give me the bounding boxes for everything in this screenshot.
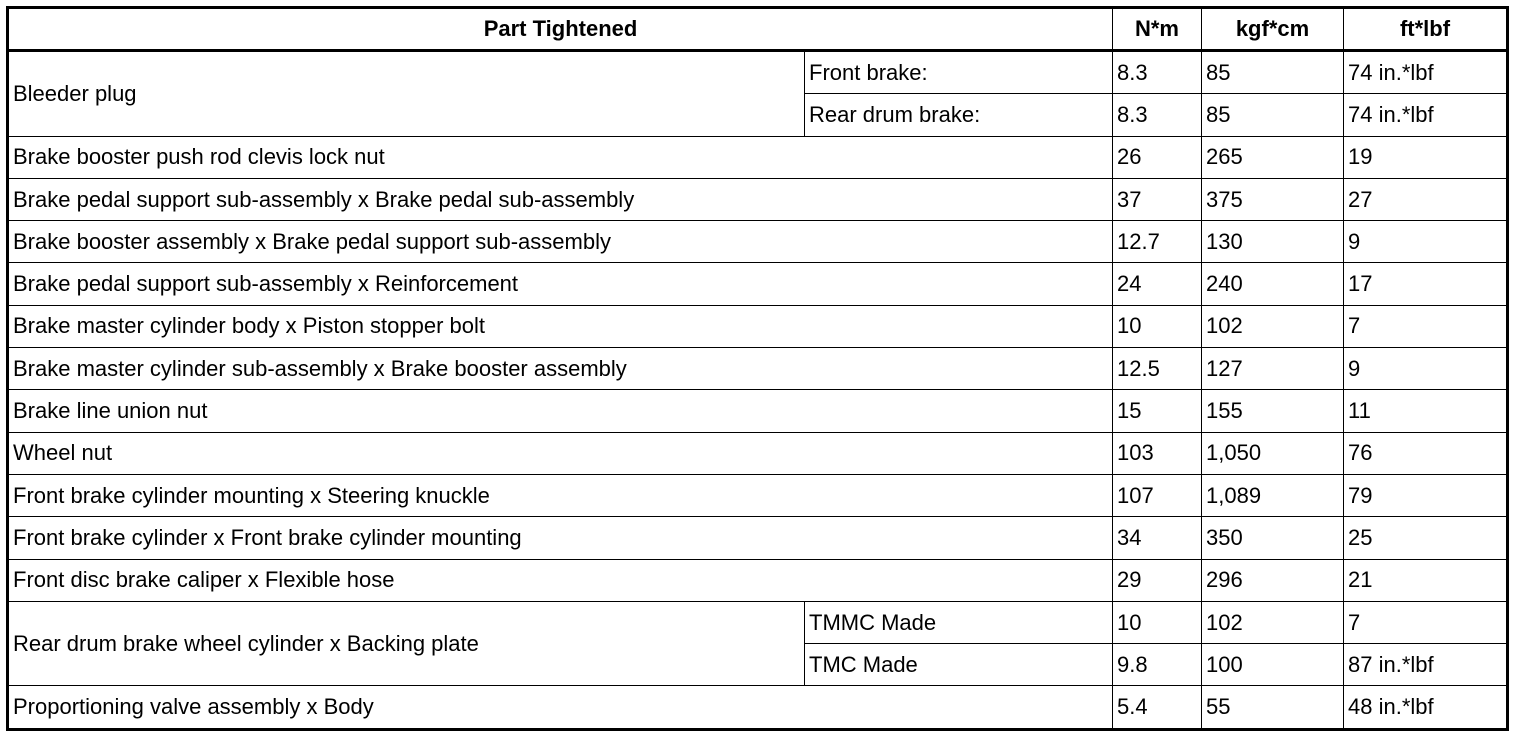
ftlbf-value-cell: 21 [1344,559,1508,601]
table-row [8,51,1508,94]
ftlbf-value-cell: 48 in.*lbf [1344,686,1508,729]
part-name-cell: Front disc brake caliper x Flexible hose [8,559,1113,601]
nm-value-cell: 8.3 [1113,94,1202,136]
header-nm: N*m [1113,8,1202,51]
ftlbf-value-cell: 7 [1344,601,1508,643]
nm-value-cell: 8.3 [1113,51,1202,94]
kgfcm-value-cell: 55 [1202,686,1344,729]
torque-specification-table [6,6,1509,731]
kgfcm-value-cell: 155 [1202,390,1344,432]
nm-value-cell: 37 [1113,178,1202,220]
condition-cell: Front brake: [805,51,1113,94]
part-name-cell: Brake pedal support sub-assembly x Reinforcement [8,263,1113,305]
nm-value-cell: 12.5 [1113,348,1202,390]
table-header [8,8,1508,51]
part-name-cell: Brake booster assembly x Brake pedal support sub-assembly [8,221,1113,263]
table-row [8,263,1508,305]
table-row [8,686,1508,729]
condition-cell: TMC Made [805,644,1113,686]
nm-value-cell: 15 [1113,390,1202,432]
ftlbf-value-cell: 7 [1344,305,1508,347]
kgfcm-value-cell: 350 [1202,517,1344,559]
nm-value-cell: 12.7 [1113,221,1202,263]
part-name-cell: Brake pedal support sub-assembly x Brake pedal sub-assembly [8,178,1113,220]
nm-value-cell: 10 [1113,305,1202,347]
nm-value-cell: 10 [1113,601,1202,643]
part-name-cell: Brake line union nut [8,390,1113,432]
table-row [8,559,1508,601]
kgfcm-value-cell: 130 [1202,221,1344,263]
table-row [8,390,1508,432]
part-name-cell: Proportioning valve assembly x Body [8,686,1113,729]
part-name-cell: Brake master cylinder body x Piston stopper bolt [8,305,1113,347]
header-kgfcm: kgf*cm [1202,8,1344,51]
ftlbf-value-cell: 76 [1344,432,1508,474]
kgfcm-value-cell: 240 [1202,263,1344,305]
kgfcm-value-cell: 85 [1202,94,1344,136]
kgfcm-value-cell: 1,050 [1202,432,1344,474]
ftlbf-value-cell: 25 [1344,517,1508,559]
ftlbf-value-cell: 11 [1344,390,1508,432]
table-row [8,178,1508,220]
kgfcm-value-cell: 102 [1202,601,1344,643]
nm-value-cell: 103 [1113,432,1202,474]
ftlbf-value-cell: 79 [1344,474,1508,516]
part-name-cell: Front brake cylinder x Front brake cylinder mounting [8,517,1113,559]
nm-value-cell: 24 [1113,263,1202,305]
table-row [8,474,1508,516]
ftlbf-value-cell: 27 [1344,178,1508,220]
ftlbf-value-cell: 9 [1344,221,1508,263]
table-body [8,51,1508,730]
table-row [8,432,1508,474]
table-row [8,136,1508,178]
table-row [8,305,1508,347]
kgfcm-value-cell: 85 [1202,51,1344,94]
part-name-cell: Rear drum brake wheel cylinder x Backing plate [8,601,805,686]
part-name-cell: Brake master cylinder sub-assembly x Brake booster assembly [8,348,1113,390]
header-ftlbf: ft*lbf [1344,8,1508,51]
kgfcm-value-cell: 265 [1202,136,1344,178]
part-name-cell: Brake booster push rod clevis lock nut [8,136,1113,178]
kgfcm-value-cell: 1,089 [1202,474,1344,516]
table-row [8,601,1508,643]
part-name-cell: Bleeder plug [8,51,805,137]
table-row [8,348,1508,390]
condition-cell: Rear drum brake: [805,94,1113,136]
ftlbf-value-cell: 17 [1344,263,1508,305]
table-row [8,517,1508,559]
table-row [8,221,1508,263]
condition-cell: TMMC Made [805,601,1113,643]
nm-value-cell: 26 [1113,136,1202,178]
kgfcm-value-cell: 127 [1202,348,1344,390]
nm-value-cell: 107 [1113,474,1202,516]
nm-value-cell: 34 [1113,517,1202,559]
kgfcm-value-cell: 100 [1202,644,1344,686]
nm-value-cell: 29 [1113,559,1202,601]
ftlbf-value-cell: 19 [1344,136,1508,178]
part-name-cell: Wheel nut [8,432,1113,474]
nm-value-cell: 9.8 [1113,644,1202,686]
nm-value-cell: 5.4 [1113,686,1202,729]
ftlbf-value-cell: 74 in.*lbf [1344,94,1508,136]
kgfcm-value-cell: 375 [1202,178,1344,220]
ftlbf-value-cell: 87 in.*lbf [1344,644,1508,686]
kgfcm-value-cell: 296 [1202,559,1344,601]
part-name-cell: Front brake cylinder mounting x Steering knuckle [8,474,1113,516]
kgfcm-value-cell: 102 [1202,305,1344,347]
ftlbf-value-cell: 9 [1344,348,1508,390]
ftlbf-value-cell: 74 in.*lbf [1344,51,1508,94]
header-row [8,8,1508,51]
header-part-tightened: Part Tightened [8,8,1113,51]
